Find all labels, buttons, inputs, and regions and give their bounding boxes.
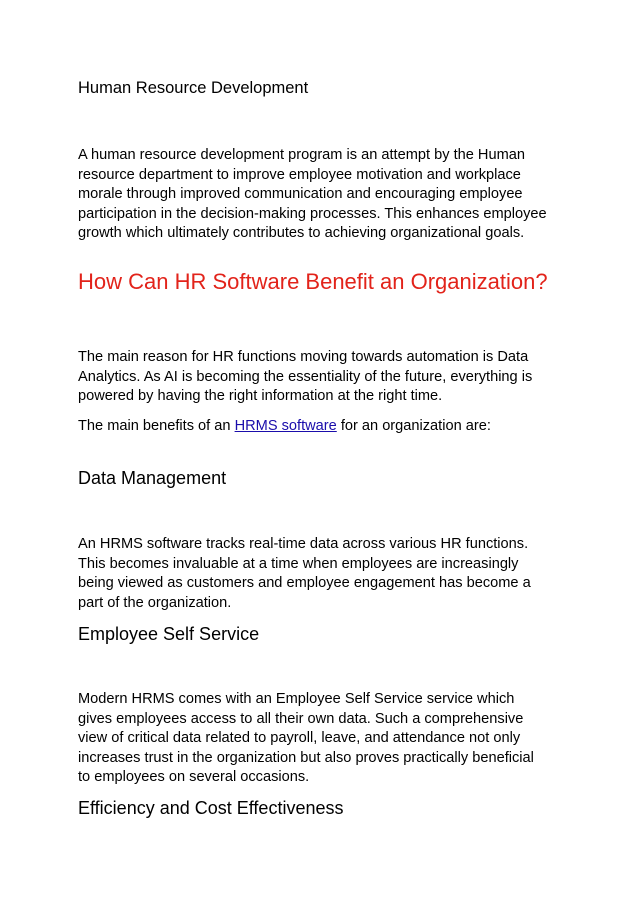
paragraph-line: view of critical data related to payroll, leave, and attendance not only	[78, 730, 521, 746]
employee-self-service-paragraph	[78, 690, 578, 788]
paragraph-line: gives employees access to all their own data. Such a comprehensive	[78, 710, 524, 727]
hrms-software-link[interactable]: HRMS software	[234, 418, 337, 434]
paragraph-line: resource department to improve employee motivation and workplace	[78, 166, 521, 183]
paragraph-line: morale through improved communication and encouraging employee	[78, 186, 523, 202]
paragraph-line: being viewed as customers and employee engagement has become a	[78, 575, 531, 591]
paragraph-line: The main reason for HR functions moving towards automation is Data	[78, 349, 529, 365]
paragraph-line: powered by having the right information at the right time.	[78, 388, 443, 404]
paragraph-line: participation in the decision-making processes. This enhances employee	[78, 205, 547, 222]
automation-paragraph	[78, 348, 578, 407]
benefits-intro-paragraph	[78, 417, 578, 437]
paragraph-line: part of the organization.	[78, 594, 232, 611]
benefits-intro-text-end: for an organization are:	[336, 418, 491, 434]
paragraph-line: growth which ultimately contributes to achieving organizational goals.	[78, 225, 525, 241]
paragraph-line: This becomes invaluable at a time when employees are increasingly	[78, 555, 519, 572]
paragraph-line: Analytics. As AI is becoming the essentiality of the future, everything is	[78, 368, 533, 385]
document-title: Human Resource Development	[78, 79, 309, 97]
section-heading-efficiency: Efficiency and Cost Effectiveness	[78, 798, 344, 818]
main-heading: How Can HR Software Benefit an Organization?	[78, 269, 548, 294]
paragraph-line: Modern HRMS comes with an Employee Self Service service which	[78, 691, 515, 707]
paragraph-line	[78, 417, 578, 437]
paragraph-line: A human resource development program is an attempt by the Human	[78, 147, 525, 163]
intro-paragraph	[78, 146, 578, 244]
paragraph-line: An HRMS software tracks real-time data across various HR functions.	[78, 536, 529, 552]
data-management-paragraph	[78, 535, 578, 613]
section-heading-employee-self-service: Employee Self Service	[78, 624, 260, 644]
paragraph-line: to employees on several occasions.	[78, 769, 310, 785]
section-heading-data-management: Data Management	[78, 468, 227, 488]
benefits-intro-text: The main benefits of an	[78, 418, 235, 434]
paragraph-line: increases trust in the organization but also proves practically beneficial	[78, 749, 534, 766]
